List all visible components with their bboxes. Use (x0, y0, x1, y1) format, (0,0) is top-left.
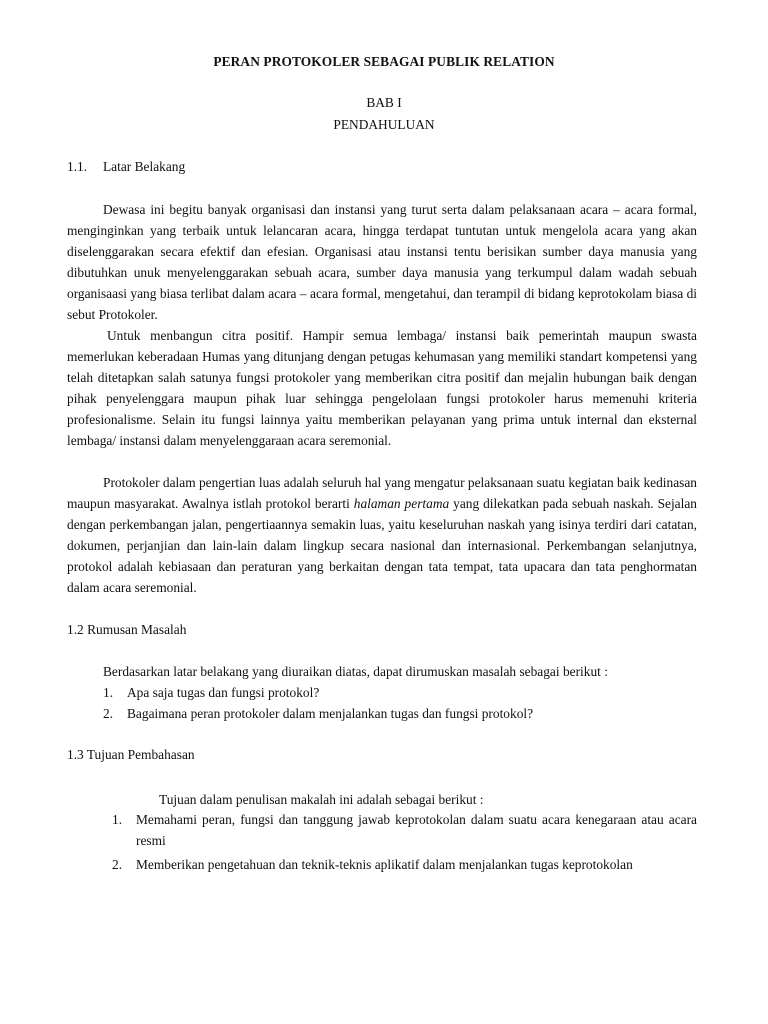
list-item (103, 682, 703, 703)
list-item (112, 854, 697, 875)
rumusan-list (103, 682, 703, 724)
paragraph-3-end: yang dilekatkan pada sebuah naskah. Sejalan dengan perkembangan jalan, pengertiaannya semakin luas, yaitu keseluruhan naskah yang isinya terdiri dari catatan, dokumen, perjanjian dan lain-lain dalam lingkup secara nasional dan internasional. Perkembangan selanjutnya, protokol adalah kebiasaan dan peraturan yang berkaitan dengan tata tempat, tata upacara dan tata penghormatan dalam acara seremonial. (67, 496, 697, 595)
paragraph-2: Untuk menbangun citra positif. Hampir semua lembaga/ instansi baik pemerintah maupun swasta memerlukan keberadaan Humas yang ditunjang dengan petugas kehumasan yang memiliki standart kompetensi yang telah ditetapkan salah satunya fungsi protokoler yang memberikan citra positif dan mejalin hubungan baik dengan pihak penyelenggara maupun pihak luar sehingga pengelolaan fungsi protokoler harus memenuhi kriteria profesionalisme. Selain itu fungsi lainnya yaitu memberikan pelayanan yang prima untuk internal dan eksternal lembaga/ instansi dalam menyelenggaraan acara seremonial. (67, 328, 697, 448)
section-heading-rumusan-masalah: 1.2 Rumusan Masalah (67, 622, 187, 637)
list-number: 2. (112, 857, 123, 872)
tujuan-list (112, 809, 697, 875)
list-number: 1. (112, 812, 123, 827)
section-number: 1.1. (67, 159, 88, 174)
paragraph-3-start: Protokoler dalam pengertian luas adalah seluruh hal yang mengatur pelaksanaan suatu kegiatan baik kedinasan maupun masyarakat. Awalnya istlah protokol berarti (67, 475, 697, 511)
list-number: 2. (103, 706, 114, 721)
section-heading-tujuan-pembahasan: 1.3 Tujuan Pembahasan (67, 747, 195, 762)
list-text: Memberikan pengetahuan dan teknik-teknis aplikatif dalam menjalankan tugas keprotokolan (136, 857, 633, 872)
section-heading-latar-belakang (67, 159, 185, 175)
list-text: Bagaimana peran protokoler dalam menjalankan tugas dan fungsi protokol? (127, 706, 534, 721)
list-item (103, 703, 703, 724)
paragraph-3 (67, 472, 697, 598)
tujuan-intro: Tujuan dalam penulisan makalah ini adalah sebagai berikut : (159, 792, 484, 807)
rumusan-intro: Berdasarkan latar belakang yang diuraikan diatas, dapat dirumuskan masalah sebagai berikut : (103, 664, 608, 679)
list-text: Apa saja tugas dan fungsi protokol? (127, 685, 320, 700)
list-number: 1. (103, 685, 114, 700)
list-text: Memahami peran, fungsi dan tanggung jawab keprotokolan dalam suatu acara kenegaraan atau acara resmi (136, 812, 697, 848)
list-item (112, 809, 697, 851)
document-title: PERAN PROTOKOLER SEBAGAI PUBLIK RELATION (213, 54, 555, 69)
paragraph-1: Dewasa ini begitu banyak organisasi dan instansi yang turut serta dalam pelaksanaan acara – acara formal, menginginkan yang terbaik untuk lelancaran acara, hingga terdapat tuntutan untuk mengelola acara yang akan diselenggarakan secara efektif dan efesian. Organisasi atau instansi tentu berisikan sumber daya manusia yang dibutuhkan unuk menyelenggarakan sebuah acara, sumber daya manusia yang terkumpul dalam wadah sebuah organisaasi yang biasa terlibat dalam acara – acara formal, mengetahui, dan terampil di bidang keprotokolam biasa di sebut Protokoler. (67, 202, 697, 322)
section-heading-text: Latar Belakang (103, 159, 186, 174)
chapter-number: BAB I (366, 95, 402, 110)
chapter-title: PENDAHULUAN (333, 117, 435, 132)
paragraph-3-italic-term: halaman pertama (353, 496, 450, 511)
